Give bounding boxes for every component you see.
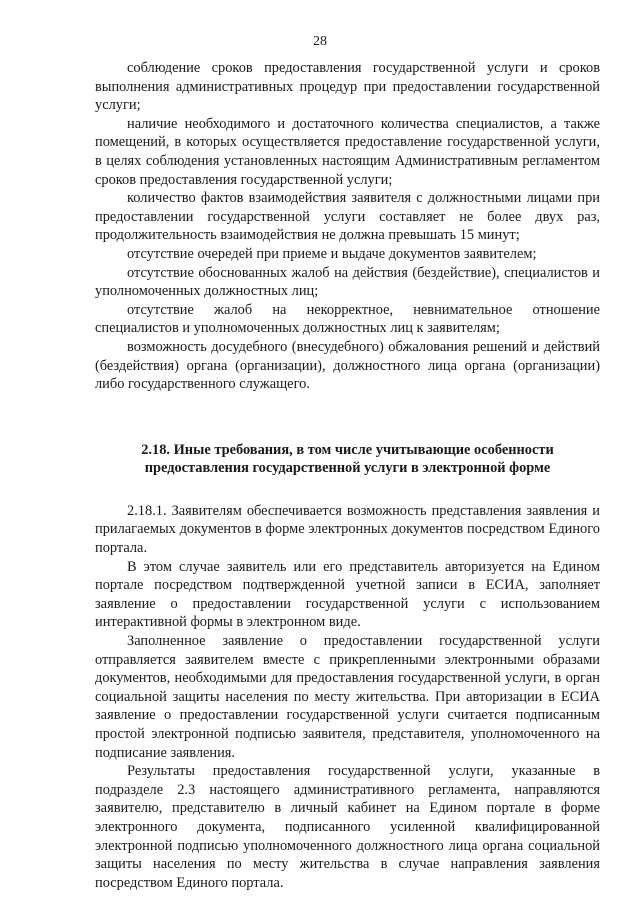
paragraph: отсутствие обоснованных жалоб на действия (бездействие), специалистов и уполномоченных должностных лиц;: [95, 264, 600, 300]
section-heading: 2.18. Иные требования, в том числе учитывающие особенности предоставления государственной услуги в электронной форме: [141, 441, 554, 477]
paragraph: Результаты предоставления государственной услуги, указанные в подразделе 2.3 настоящего административного регламента, направляются заявителю, представителю в личный кабинет на Едином портале в форме электронного документа, подписанного усиленной квалифицированной электронной подписью уполномоченного должностного лица органа социальной защиты населения по месту жительства в случае направления заявления посредством Единого портала.: [95, 763, 600, 891]
paragraph: количество фактов взаимодействия заявителя с должностными лицами при предоставлении государственной услуги составляет не более двух раз, продолжительность взаимодействия не должна превышать 15 минут;: [95, 190, 600, 244]
paragraph: В этом случае заявитель или его представитель авторизуется на Едином портале посредством подтвержденной учетной записи в ЕСИА, заполняет заявление о предоставлении государственной услуги с использованием интерактивной формы в электронном виде.: [95, 558, 600, 631]
paragraph: Заполненное заявление о предоставлении государственной услуги отправляется заявителем вместе с прикрепленными электронными образами документов, необходимыми для предоставления государственной услуги, в орган социальной защиты населения по месту жительства. При авторизации в ЕСИА заявление о предоставлении государственной услуги считается подписанным простой электронной подписью заявителя, представителя, уполномоченного на подписание заявления.: [95, 633, 600, 761]
paragraph: соблюдение сроков предоставления государственной услуги и сроков выполнения административных процедур при предоставлении государственной услуги;: [95, 60, 600, 114]
document-body: [95, 59, 600, 892]
paragraph: наличие необходимого и достаточного количества специалистов, а также помещений, в которых осуществляется предоставление государственной услуги, в целях соблюдения установленных настоящим Административным регламентом сроков предоставления государственной услуги;: [95, 115, 600, 188]
paragraph: 2.18.1. Заявителям обеспечивается возможность представления заявления и прилагаемых документов в форме электронных документов посредством Единого портала.: [95, 502, 600, 557]
paragraph: отсутствие очередей при приеме и выдаче документов заявителем;: [127, 245, 537, 262]
paragraph: возможность досудебного (внесудебного) обжалования решений и действий (бездействия) органа (организации), должностного лица органа (организации) либо государственного служащего.: [95, 338, 600, 393]
paragraph: отсутствие жалоб на некорректное, невнимательное отношение специалистов и уполномоченных должностных лиц к заявителям;: [95, 301, 600, 337]
page-number: 28: [313, 34, 327, 49]
